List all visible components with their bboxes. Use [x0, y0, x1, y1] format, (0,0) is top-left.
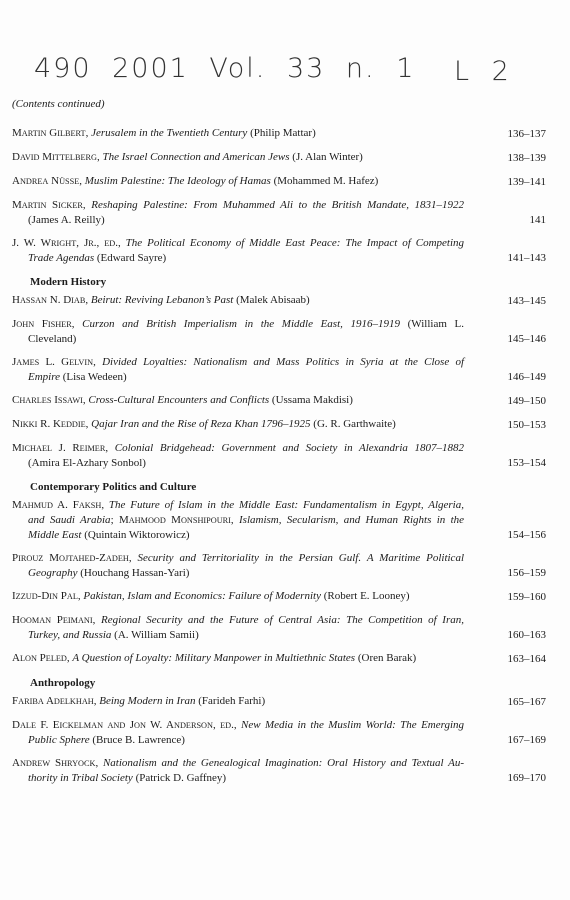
book-title: Geography — [28, 567, 78, 579]
citation-text: , — [233, 719, 242, 731]
citation-text: Cleveland) — [28, 333, 77, 345]
author-name: ALON PELED — [12, 652, 67, 664]
toc-entry — [12, 441, 546, 470]
small-cap-letters: IKKI — [19, 420, 38, 429]
entry-citation — [12, 174, 464, 189]
book-title: Nationalism and the Genealogical Imagination: Oral History and Textual Au- — [102, 757, 464, 769]
small-cap-letters: ELVIN — [69, 358, 94, 367]
citation-line — [12, 332, 464, 346]
author-name: PIROUZ MOJTAHED-ZADEH — [12, 552, 129, 564]
section-heading: Anthropology — [30, 677, 96, 689]
entry-citation — [12, 551, 464, 580]
book-title: Qajar Iran and the Rise of Reza Khan 1796–1925 — [91, 418, 311, 430]
author-name: IZZUD-DIN PAL — [12, 590, 78, 602]
page-range: 143–145 — [507, 295, 546, 307]
entry-citation — [12, 355, 464, 384]
citation-text: (Edward Sayre) — [94, 252, 167, 264]
citation-line — [12, 174, 464, 189]
small-cap-letters: ON — [134, 721, 146, 730]
citation-text: (Philip Mattar) — [247, 127, 316, 139]
citation-text: (Amira El-Azhary Sonbol) — [28, 457, 146, 469]
citation-line — [12, 198, 464, 213]
page-range: 141–143 — [507, 252, 546, 264]
small-cap-letters: DELKHAH — [53, 697, 94, 706]
handwritten-shelf-mark: L 2 — [454, 56, 511, 87]
citation-line — [12, 456, 464, 470]
small-cap-letters: ICKELMAN — [59, 721, 104, 730]
small-cap-letters: ASSAN — [19, 296, 48, 305]
page-range: 145–146 — [507, 333, 546, 345]
citation-line — [12, 694, 464, 709]
page-range: 163–164 — [507, 653, 546, 665]
small-cap-letters: IAB — [71, 296, 86, 305]
entry-citation — [12, 393, 464, 408]
citation-text: , — [85, 127, 92, 139]
small-cap-letters: OJTAHED — [59, 554, 96, 563]
small-cap-letters: ITTELBERG — [52, 153, 97, 162]
toc-entry — [12, 236, 546, 265]
book-title: Curzon and British Imperialism in the Middle East, 1916–1919 — [82, 318, 401, 330]
citation-line — [12, 293, 464, 308]
citation-line — [12, 756, 464, 771]
toc-entry — [12, 293, 546, 308]
citation-text: (Lisa Wedeen) — [59, 371, 127, 383]
citation-text: (Quintain Wiktorowicz) — [81, 529, 190, 541]
small-cap-letters: LON — [19, 654, 37, 663]
small-cap-letters: ED — [220, 721, 232, 730]
small-cap-letters: ELED — [45, 654, 67, 663]
author-name: HOOMAN PEIMANI — [12, 614, 93, 626]
citation-line — [12, 528, 464, 542]
book-title: and Saudi Arabia — [28, 514, 111, 526]
toc-entry — [12, 150, 546, 165]
citation-line — [12, 733, 464, 747]
author-name: MARTIN SICKER — [12, 199, 83, 211]
table-of-contents — [12, 126, 546, 794]
book-title: thority in Tribal Society — [28, 772, 133, 784]
citation-text: , — [117, 237, 126, 249]
small-cap-letters: ADEH — [105, 554, 129, 563]
small-cap-letters: NDERSON — [173, 721, 213, 730]
section-heading: Modern History — [30, 276, 107, 288]
small-cap-letters: NDREW — [19, 759, 51, 768]
small-cap-letters: ICHAEL — [21, 444, 53, 453]
citation-text: , — [92, 614, 101, 626]
page-range: 167–169 — [507, 734, 546, 746]
book-title: Jerusalem in the Twentieth Century — [91, 127, 248, 139]
citation-text: , — [82, 199, 92, 211]
small-cap-letters: AHMUD — [21, 501, 53, 510]
entry-citation — [12, 694, 464, 709]
author-name: MICHAEL J. REIMER — [12, 442, 106, 454]
citation-line — [12, 513, 464, 528]
small-cap-letters: IROUZ — [18, 554, 44, 563]
small-cap-letters: EDDIE — [60, 420, 86, 429]
book-title: Turkey, and Russia — [28, 629, 112, 641]
book-title: Security and Territoriality in the Persian Gulf. A Maritime Political — [137, 552, 465, 564]
toc-entry — [12, 126, 546, 141]
citation-text: ; — [110, 514, 119, 526]
author-name: CHARLES ISSAWI — [12, 394, 83, 406]
citation-line — [12, 370, 464, 384]
toc-entry — [12, 355, 546, 384]
citation-line — [12, 355, 464, 370]
citation-text: (G. R. Garthwaite) — [310, 418, 396, 430]
entry-citation — [12, 589, 464, 604]
book-title: Trade Agendas — [28, 252, 95, 264]
book-title: Regional Security and the Future of Central Asia: The Competition of Iran, — [100, 614, 464, 626]
book-title: Islamism, Secularism, and Human Rights in the — [239, 514, 465, 526]
author-name: HASSAN N. DIAB — [12, 294, 86, 306]
page-range: 136–137 — [507, 128, 546, 140]
citation-line — [12, 651, 464, 666]
small-cap-letters: HARLES — [19, 396, 52, 405]
citation-line — [12, 126, 464, 141]
citation-text: (James A. Reilly) — [28, 214, 105, 226]
page-range: 165–167 — [507, 696, 546, 708]
citation-text: , — [85, 294, 91, 306]
citation-text: , — [95, 757, 103, 769]
small-cap-letters: ZZUD — [15, 592, 38, 601]
page-range: 160–163 — [507, 629, 546, 641]
toc-entry — [12, 417, 546, 432]
page-range: 159–160 — [507, 591, 546, 603]
small-cap-letters: EIMER — [79, 444, 106, 453]
page-range: 169–170 — [507, 772, 546, 784]
book-title: Colonial Bridgehead: Government and Society in Alexandria 1807–1882 — [114, 442, 465, 454]
toc-entry — [12, 551, 546, 580]
book-title: A Question of Loyalty: Military Manpower in Multiethnic States — [72, 652, 356, 664]
citation-line — [12, 213, 464, 227]
citation-line — [12, 628, 464, 642]
citation-text: (Malek Abisaab) — [233, 294, 310, 306]
citation-line — [12, 441, 464, 456]
citation-line — [12, 236, 464, 251]
citation-line — [12, 150, 464, 165]
toc-entry — [12, 613, 546, 642]
toc-entry — [12, 317, 546, 346]
author-name: ANDREW SHRYOCK — [12, 757, 96, 769]
citation-text: (J. Alan Winter) — [289, 151, 363, 163]
citation-text: , — [77, 590, 84, 602]
toc-entry — [12, 756, 546, 785]
citation-line — [12, 317, 464, 332]
small-cap-letters: SSAWI — [57, 396, 83, 405]
entry-citation — [12, 756, 464, 785]
toc-entry — [12, 589, 546, 604]
citation-text: , — [85, 418, 92, 430]
author-name: DAVID MITTELBERG — [12, 151, 97, 163]
page-range: 149–150 — [507, 395, 546, 407]
small-cap-letters: AL — [66, 592, 78, 601]
citation-text: (Houchang Hassan-Yari) — [77, 567, 190, 579]
citation-text: (A. William Samii) — [111, 629, 199, 641]
entry-citation — [12, 417, 464, 432]
small-cap-letters: ARTIN — [21, 129, 47, 138]
citation-text: , — [93, 695, 100, 707]
author-name: FARIBA ADELKHAH — [12, 695, 94, 707]
entry-citation — [12, 236, 464, 265]
entry-citation — [12, 150, 464, 165]
citation-line — [12, 771, 464, 785]
page-range: 156–159 — [507, 567, 546, 579]
toc-entry — [12, 718, 546, 747]
citation-text: (Farideh Farhi) — [195, 695, 266, 707]
page-range: 139–141 — [507, 176, 546, 188]
citation-text: (Mohammed M. Hafez) — [270, 175, 379, 187]
handwritten-volume-note: 490 2001 Vol. 33 n. 1 — [34, 53, 416, 84]
small-cap-letters: AKSH — [78, 501, 102, 510]
citation-line — [12, 417, 464, 432]
citation-line — [12, 498, 464, 513]
toc-entry — [12, 694, 546, 709]
citation-text: , — [230, 514, 239, 526]
author-name: NIKKI R. KEDDIE — [12, 418, 86, 430]
citation-line — [12, 613, 464, 628]
book-title: Beirut: Reviving Lebanon’s Past — [90, 294, 234, 306]
book-title: Middle East — [28, 529, 82, 541]
citation-text: , — [96, 151, 103, 163]
small-cap-letters: OOMAN — [19, 616, 52, 625]
citation-line — [12, 393, 464, 408]
small-cap-letters: OHN — [16, 320, 35, 329]
entry-citation — [12, 613, 464, 642]
book-title: The Political Economy of Middle East Peace: The Impact of Competing — [125, 237, 465, 249]
small-cap-letters: RIGHT — [51, 239, 77, 248]
book-title: Pakistan, Islam and Economics: Failure of Modernity — [83, 590, 321, 602]
small-cap-letters: IN — [49, 592, 58, 601]
citation-line — [12, 589, 464, 604]
book-title: The Israel Connection and American Jews — [102, 151, 290, 163]
page-range: 141 — [529, 214, 546, 226]
small-cap-letters: AVID — [19, 153, 40, 162]
citation-text: , — [71, 318, 83, 330]
book-title: Cross-Cultural Encounters and Conflicts — [88, 394, 270, 406]
author-name: MAHMOOD MONSHIPOURI — [118, 514, 231, 526]
toc-entry — [12, 393, 546, 408]
toc-entry — [12, 651, 546, 666]
toc-entry — [12, 198, 546, 227]
book-title: Empire — [28, 371, 60, 383]
book-title: Being Modern in Iran — [99, 695, 196, 707]
small-cap-letters: HRYOCK — [61, 759, 96, 768]
author-name: J. W. WRIGHT, JR., ED. — [12, 237, 118, 249]
book-title: Reshaping Palestine: From Muhammed Ali to the British Mandate, 1831–1922 — [91, 199, 465, 211]
book-title: Public Sphere — [28, 734, 90, 746]
entry-citation — [12, 718, 464, 747]
small-cap-letters: AHMOOD — [128, 516, 166, 525]
small-cap-letters: ED — [104, 239, 116, 248]
author-name: JOHN FISHER — [12, 318, 72, 330]
author-name: MARTIN GILBERT — [12, 127, 86, 139]
small-cap-letters: EIMANI — [62, 616, 93, 625]
entry-citation — [12, 651, 464, 666]
citation-line — [12, 551, 464, 566]
citation-text: (Patrick D. Gaffney) — [132, 772, 227, 784]
citation-line — [12, 251, 464, 265]
author-name: JAMES L. GELVIN — [12, 356, 94, 368]
book-title: Muslim Palestine: The Ideology of Hamas — [84, 175, 271, 187]
page-range: 154–156 — [507, 529, 546, 541]
section-heading: Contemporary Politics and Culture — [30, 481, 197, 493]
page-range: 150–153 — [507, 419, 546, 431]
author-name: MAHMUD A. FAKSH — [12, 499, 102, 511]
small-cap-letters: ARTIN — [21, 201, 47, 210]
citation-line — [12, 566, 464, 580]
entry-citation — [12, 126, 464, 141]
toc-entry — [12, 498, 546, 542]
citation-text: , — [66, 652, 73, 664]
citation-text: (Ussama Makdisi) — [269, 394, 353, 406]
small-cap-letters: AMES — [16, 358, 40, 367]
citation-text: , — [101, 499, 109, 511]
citation-text: (Robert E. Looney) — [320, 590, 410, 602]
citation-text: , — [82, 394, 89, 406]
entry-citation — [12, 317, 464, 346]
page-range: 146–149 — [507, 371, 546, 383]
small-cap-letters: AND — [107, 721, 126, 730]
citation-text: , — [93, 356, 103, 368]
entry-citation — [12, 498, 464, 542]
citation-text: (Bruce B. Lawrence) — [89, 734, 185, 746]
contents-continued-label: (Contents continued) — [12, 98, 105, 110]
page-range: 138–139 — [507, 152, 546, 164]
entry-citation — [12, 441, 464, 470]
citation-text: , — [105, 442, 115, 454]
toc-entry — [12, 174, 546, 189]
citation-line — [12, 718, 464, 733]
citation-text: , — [128, 552, 138, 564]
small-cap-letters: ILBERT — [57, 129, 86, 138]
book-title: The Future of Islam in the Middle East: Fundamentalism in Egypt, Algeria, — [108, 499, 464, 511]
small-cap-letters: ARIBA — [18, 697, 44, 706]
small-cap-letters: ALE — [19, 721, 36, 730]
small-cap-letters: ICKER — [58, 201, 83, 210]
small-cap-letters: ISHER — [47, 320, 72, 329]
citation-text: , — [79, 175, 85, 187]
author-name: ANDREA NÜSSE — [12, 175, 80, 187]
author-name: DALE F. EICKELMAN AND JON W. ANDERSON, ED. — [12, 719, 234, 731]
entry-citation — [12, 198, 464, 227]
citation-text: (William L. — [400, 318, 464, 330]
book-title: Divided Loyalties: Nationalism and Mass Politics in Syria at the Close of — [102, 356, 464, 368]
book-title: New Media in the Muslim World: The Emerging — [241, 719, 465, 731]
small-cap-letters: R — [88, 239, 94, 248]
small-cap-letters: NDREA — [19, 177, 49, 186]
small-cap-letters: ÜSSE — [59, 177, 80, 186]
page-range: 153–154 — [507, 457, 546, 469]
small-cap-letters: ONSHIPOURI — [180, 516, 231, 525]
entry-citation — [12, 293, 464, 308]
citation-text: (Oren Barak) — [355, 652, 417, 664]
